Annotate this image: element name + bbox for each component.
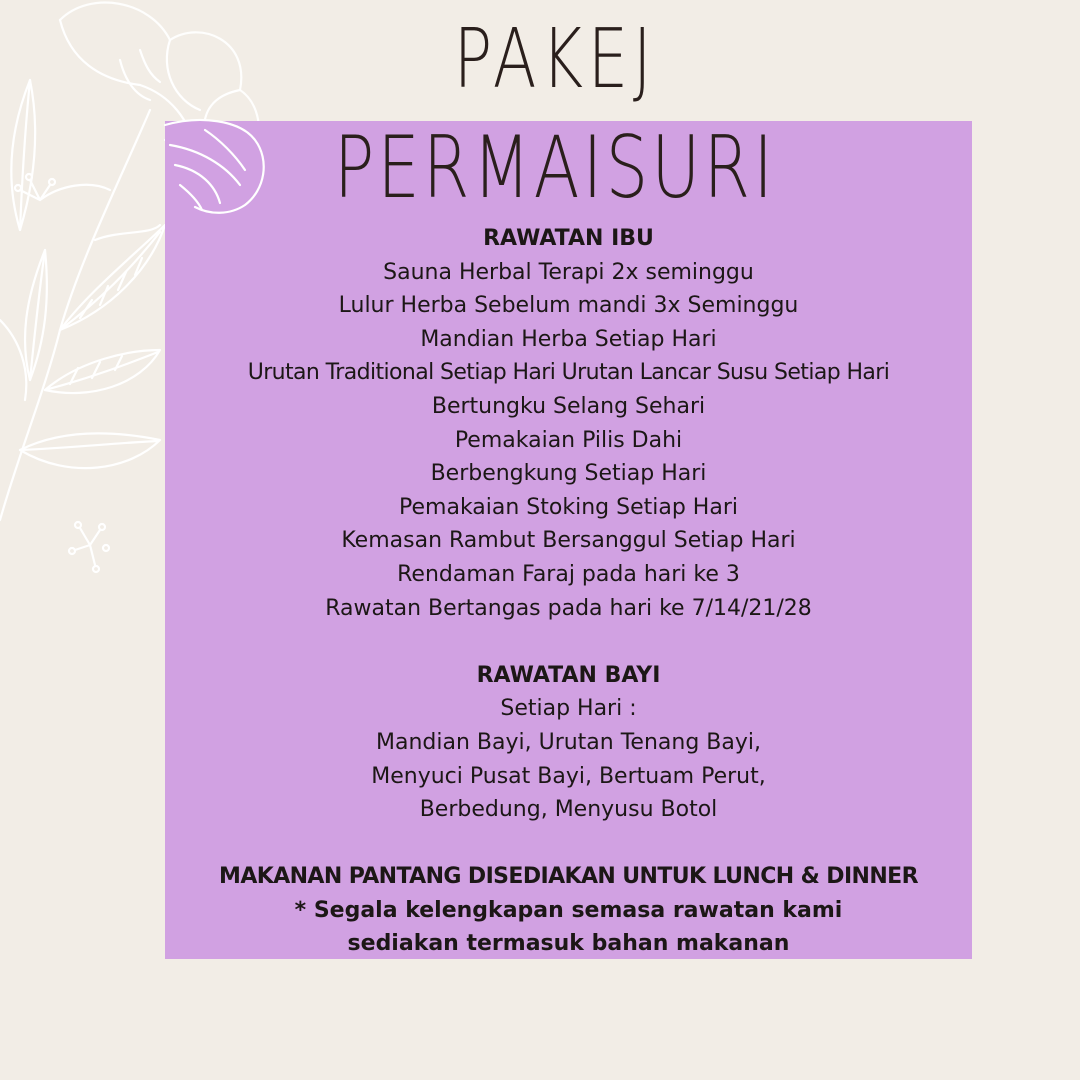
rawatan-ibu-heading: RAWATAN IBU <box>483 226 654 251</box>
footer-note-line2: sediakan termasuk bahan makanan <box>347 931 790 957</box>
package-content <box>165 222 972 961</box>
title-permaisuri: PERMAISURI <box>333 118 777 218</box>
list-item: Kemasan Rambut Bersanggul Setiap Hari <box>341 528 796 554</box>
list-item: Menyuci Pusat Bayi, Bertuam Perut, <box>371 763 766 789</box>
list-item: Pemakaian Stoking Setiap Hari <box>399 494 738 520</box>
list-item: Sauna Herbal Terapi 2x seminggu <box>383 259 754 285</box>
section-spacer <box>165 625 972 659</box>
list-item: Rendaman Faraj pada hari ke 3 <box>397 561 740 587</box>
footer-meal-note: MAKANAN PANTANG DISEDIAKAN UNTUK LUNCH & DINNER <box>219 864 918 890</box>
section-spacer <box>165 827 972 861</box>
footer-note-line1: * Segala kelengkapan semasa rawatan kami <box>294 897 843 923</box>
list-item: Berbengkung Setiap Hari <box>430 461 707 487</box>
title-pakej: PAKEJ <box>453 12 657 107</box>
list-item: Rawatan Bertangas pada hari ke 7/14/21/28 <box>325 595 812 621</box>
list-item: Urutan Traditional Setiap Hari Urutan Lancar Susu Setiap Hari <box>247 360 890 386</box>
rawatan-bayi-heading: RAWATAN BAYI <box>476 662 661 688</box>
list-item: Mandian Herba Setiap Hari <box>420 326 717 352</box>
list-item: Pemakaian Pilis Dahi <box>454 427 683 453</box>
list-item: Mandian Bayi, Urutan Tenang Bayi, <box>376 729 761 755</box>
list-item: Setiap Hari : <box>500 696 637 722</box>
list-item: Berbedung, Menyusu Botol <box>419 797 718 823</box>
list-item: Bertungku Selang Sehari <box>431 393 706 419</box>
list-item: Lulur Herba Sebelum mandi 3x Seminggu <box>338 293 799 319</box>
